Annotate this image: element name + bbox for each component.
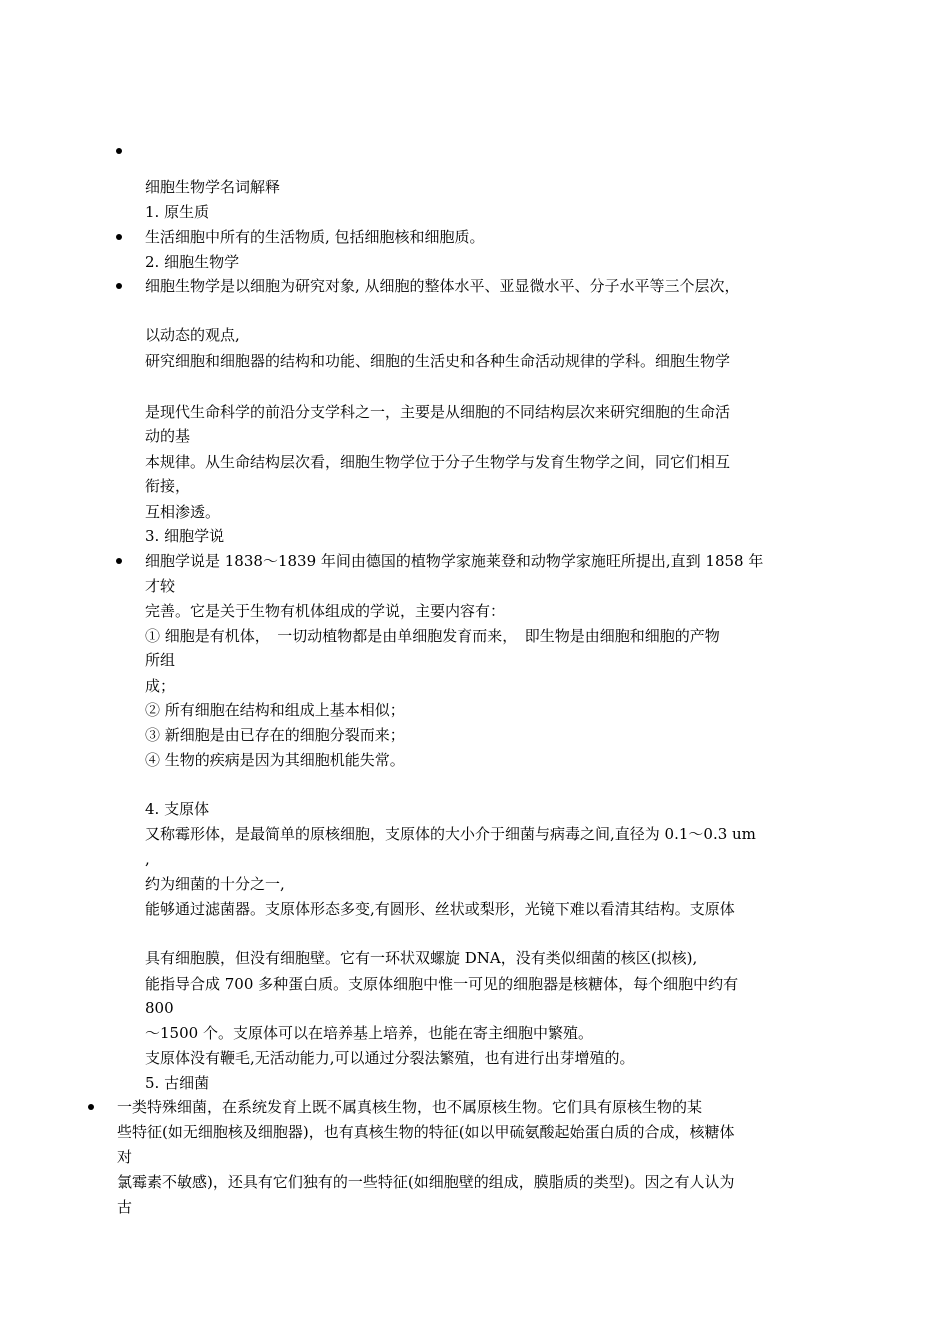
bullet-icon xyxy=(116,283,122,289)
definition-line: 氯霉素不敏感)，还具有它们独有的一些特征(如细胞壁的组成，膜脂质的类型)。因之有人认为 xyxy=(117,1173,735,1191)
definition-line: ④ 生物的疾病是因为其细胞机能失常。 xyxy=(145,751,405,769)
definition-line: 具有细胞膜，但没有细胞壁。它有一环状双螺旋 DNA，没有类似细菌的核区(拟核), xyxy=(145,949,698,967)
term-heading: 4. 支原体 xyxy=(145,800,210,818)
definition-line: 约为细菌的十分之一, xyxy=(145,875,285,893)
definition-line: ～1500 个。支原体可以在培养基上培养，也能在寄主细胞中繁殖。 xyxy=(145,1024,593,1042)
definition-line: 能够通过滤菌器。支原体形态多变,有圆形、丝状或梨形，光镜下难以看清其结构。支原体 xyxy=(145,900,735,918)
definition-line: ② 所有细胞在结构和组成上基本相似； xyxy=(145,701,405,719)
definition-line: 能指导合成 700 多种蛋白质。支原体细胞中惟一可见的细胞器是核糖体，每个细胞中约有 xyxy=(145,975,739,993)
definition-line: 800 xyxy=(145,999,174,1017)
bullet-icon xyxy=(88,1104,94,1110)
definition-line: 对 xyxy=(117,1148,133,1166)
definition-line: 些特征(如无细胞核及细胞器)，也有真核生物的特征(如以甲硫氨酸起始蛋白质的合成，核糖体 xyxy=(117,1123,735,1141)
definition-line: 又称霉形体，是最简单的原核细胞，支原体的大小介于细菌与病毒之间,直径为 0.1～0.3 um xyxy=(145,825,756,843)
definition-line: , xyxy=(145,850,150,868)
definition-line: 生活细胞中所有的生活物质, 包括细胞核和细胞质。 xyxy=(145,228,485,246)
definition-line: 一类特殊细菌，在系统发育上既不属真核生物，也不属原核生物。它们具有原核生物的某 xyxy=(117,1098,703,1116)
bullet-icon xyxy=(116,148,122,154)
definition-line: 是现代生命科学的前沿分支学科之一，主要是从细胞的不同结构层次来研究细胞的生命活 xyxy=(145,403,731,421)
term-heading: 2. 细胞生物学 xyxy=(145,253,240,271)
definition-line: ③ 新细胞是由已存在的细胞分裂而来； xyxy=(145,726,405,744)
bullet-icon xyxy=(116,558,122,564)
definition-line: 古 xyxy=(117,1198,133,1216)
term-heading: 5. 古细菌 xyxy=(145,1074,210,1092)
term-heading: 3. 细胞学说 xyxy=(145,527,225,545)
definition-line: 互相渗透。 xyxy=(145,503,221,521)
definition-line: 研究细胞和细胞器的结构和功能、细胞的生活史和各种生命活动规律的学科。细胞生物学 xyxy=(145,352,731,370)
definition-line: 动的基 xyxy=(145,427,191,445)
definition-line: 所组 xyxy=(145,651,176,669)
definition-line: 细胞学说是 1838～1839 年间由德国的植物学家施莱登和动物学家施旺所提出,直到 1858 年 xyxy=(145,552,764,570)
definition-line: 才较 xyxy=(145,577,176,595)
term-heading: 1. 原生质 xyxy=(145,203,210,221)
definition-line: 细胞生物学是以细胞为研究对象, 从细胞的整体水平、亚显微水平、分子水平等三个层次， xyxy=(145,277,740,295)
definition-line: 以动态的观点, xyxy=(145,326,240,344)
document-title: 细胞生物学名词解释 xyxy=(145,178,281,196)
definition-line: 完善。它是关于生物有机体组成的学说，主要内容有： xyxy=(145,602,506,620)
definition-line: ① 细胞是有机体， 一切动植物都是由单细胞发育而来， 即生物是由细胞和细胞的产物 xyxy=(145,627,720,645)
definition-line: 支原体没有鞭毛,无活动能力,可以通过分裂法繁殖，也有进行出芽增殖的。 xyxy=(145,1049,635,1067)
bullet-icon xyxy=(116,234,122,240)
definition-line: 衔接， xyxy=(145,477,191,495)
definition-line: 成； xyxy=(145,677,176,695)
definition-line: 本规律。从生命结构层次看，细胞生物学位于分子生物学与发育生物学之间，同它们相互 xyxy=(145,453,731,471)
